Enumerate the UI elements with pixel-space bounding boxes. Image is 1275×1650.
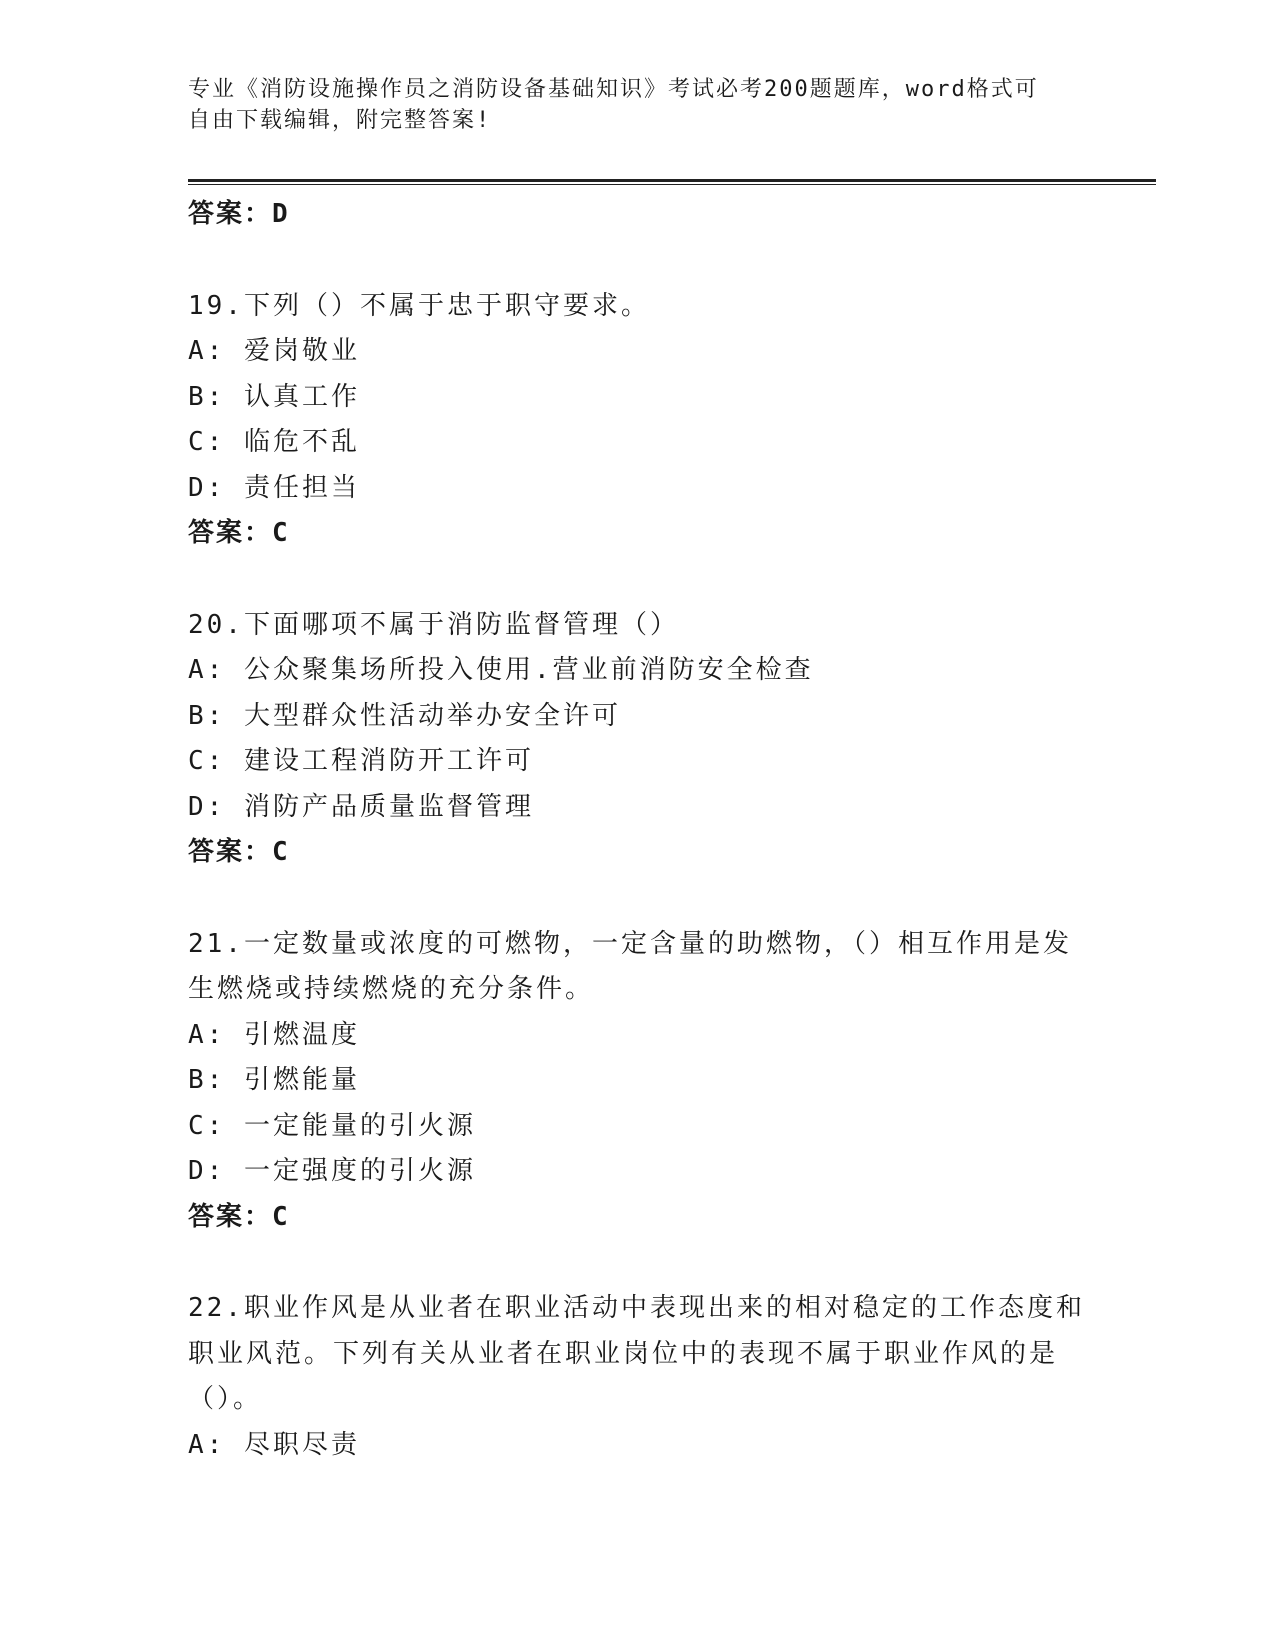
header-divider-thin xyxy=(188,184,1156,185)
question-list xyxy=(188,192,1088,1468)
question-stem: 22.职业作风是从业者在职业活动中表现出来的相对稳定的工作态度和 xyxy=(188,1293,1085,1323)
answer: 答案：C xyxy=(188,518,290,548)
option-d: D: 责任担当 xyxy=(188,472,360,503)
answer: 答案：C xyxy=(188,837,290,867)
option-b: B: 认真工作 xyxy=(188,381,360,412)
header-divider xyxy=(188,179,1156,182)
question-21 xyxy=(188,922,1088,1241)
question-stem: 19.下列（）不属于忠于职守要求。 xyxy=(188,290,650,321)
answer: 答案：C xyxy=(188,1201,290,1232)
header-line-1: 专业《消防设施操作员之消防设备基础知识》考试必考200题题库，word格式可 xyxy=(188,77,1039,102)
question-stem: 20.下面哪项不属于消防监督管理（） xyxy=(188,609,679,640)
option-b: B: 大型群众性活动举办安全许可 xyxy=(188,700,621,731)
option-c: C: 临危不乱 xyxy=(188,427,360,457)
option-a: A: 引燃温度 xyxy=(188,1019,360,1050)
question-stem-continued: （）。 xyxy=(188,1384,263,1414)
question-stem: 21.一定数量或浓度的可燃物，一定含量的助燃物，（）相互作用是发 xyxy=(188,928,1072,959)
option-a: A: 尽职尽责 xyxy=(188,1429,360,1460)
document-header xyxy=(188,74,1088,136)
question-19 xyxy=(188,284,1088,557)
header-line-2: 自由下载编辑，附完整答案! xyxy=(188,108,492,133)
option-d: D: 消防产品质量监督管理 xyxy=(188,791,534,822)
option-d: D: 一定强度的引火源 xyxy=(188,1156,476,1186)
question-stem-continued: 生燃烧或持续燃烧的充分条件。 xyxy=(188,974,595,1004)
option-c: C: 一定能量的引火源 xyxy=(188,1110,476,1141)
question-stem-continued: 职业风范。下列有关从业者在职业岗位中的表现不属于职业作风的是 xyxy=(188,1338,1059,1369)
answer-18: 答案：D xyxy=(188,199,290,229)
option-c: C: 建设工程消防开工许可 xyxy=(188,746,534,776)
option-a: A: 爱岗敬业 xyxy=(188,336,360,366)
question-20 xyxy=(188,603,1088,876)
option-b: B: 引燃能量 xyxy=(188,1065,360,1095)
question-22 xyxy=(188,1286,1088,1468)
option-a: A: 公众聚集场所投入使用.营业前消防安全检查 xyxy=(188,655,814,685)
